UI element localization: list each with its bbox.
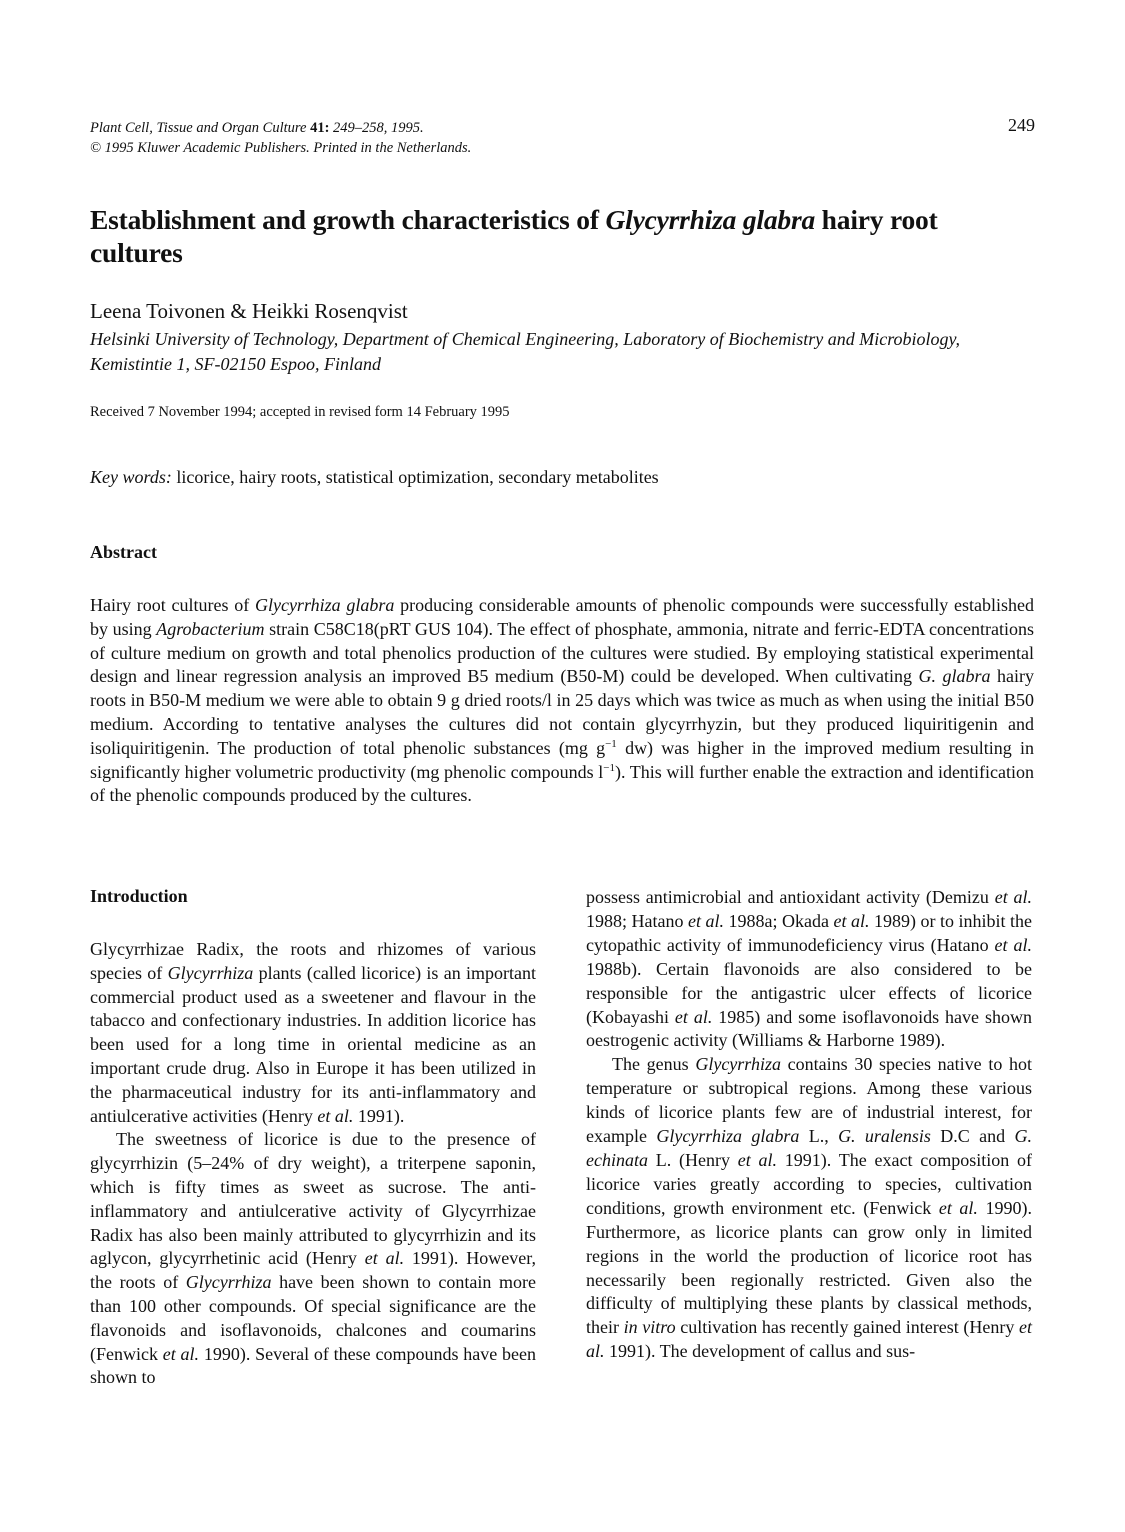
keywords-label: Key words: — [90, 467, 172, 487]
intro-paragraph-2: The sweetness of licorice is due to the presence of glycyrrhizin (5–24% of dry weight), a triterpene saponin, which is fifty times as sweet as sucrose. The anti-inflammatory and antiulcerative activity of Glycyrrhizae Radix has also been mainly attributed to glycyrrhizin and its aglycon, glycyrrhetinic acid (Henry et al. 1991). However, the roots of Glycyrrhiza have been shown to contain more than 100 other compounds. Of special significance are the flavonoids and isoflavonoids, chalcones and coumarins (Fenwick et al. 1990). Several of these compounds have been shown to — [90, 1129, 536, 1388]
copyright-line: © 1995 Kluwer Academic Publishers. Printed in the Netherlands. — [90, 140, 472, 156]
article-title: Establishment and growth characteristics of Glycyrrhiza glabra hairy root cultures — [90, 204, 938, 268]
affiliation: Helsinki University of Technology, Department of Chemical Engineering, Laboratory of Biochemistry and Microbiology, Kemistintie 1, SF-02150 Espoo, Finland — [90, 329, 961, 374]
right-column — [586, 886, 1032, 1364]
intro-paragraph-1: Glycyrrhizae Radix, the roots and rhizomes of various species of Glycyrrhiza plants (called licorice) is an important commercial product used as a sweetener and flavour in the tabacco and confectionary industries. In addition licorice has been used for a long time in oriental medicine as an important crude drug. Also in Europe it has been utilized in the pharmaceutical industry for its anti-inflammatory and antiulcerative activities (Henry et al. 1991). — [90, 939, 536, 1126]
left-column — [90, 886, 536, 1390]
authors: Leena Toivonen & Heikki Rosenqvist — [90, 299, 408, 323]
received-dates: Received 7 November 1994; accepted in revised form 14 February 1995 — [90, 404, 510, 420]
keywords-list: licorice, hairy roots, statistical optimization, secondary metabolites — [176, 467, 659, 487]
abstract-heading: Abstract — [90, 542, 157, 562]
intro-paragraph-4: The genus Glycyrrhiza contains 30 species native to hot temperature or subtropical regions. Among these various kinds of licorice plants few are of industrial interest, for example Glycyrrhiza glabra L., G. uralensis D.C and G. echinata L. (Henry et al. 1991). The exact composition of licorice varies greatly according to species, cultivation conditions, growth environment etc. (Fenwick et al. 1990). Furthermore, as licorice plants can grow only in limited regions in the world the production of licorice root has necessarily been regionally restricted. Given also the difficulty of multiplying these plants by classical methods, their in vitro cultivation has recently gained interest (Henry et al. 1991). The development of callus and sus- — [586, 1054, 1032, 1362]
intro-paragraph-3: possess antimicrobial and antioxidant activity (Demizu et al. 1988; Hatano et al. 1988a; Okada et al. 1989) or to inhibit the cytopathic activity of immunodeficiency virus (Hatano et al. 1988b). Certain flavonoids are also considered to be responsible for the antigastric ulcer effects of licorice (Kobayashi et al. 1985) and some isoflavonoids have shown oestrogenic activity (Williams & Harborne 1989). — [586, 887, 1032, 1051]
title-species: Glycyrrhiza glabra — [605, 204, 815, 235]
introduction-heading: Introduction — [90, 886, 188, 906]
journal-volume: 41: — [310, 120, 330, 136]
journal-citation — [90, 118, 471, 158]
journal-name: Plant Cell, Tissue and Organ Culture — [90, 120, 307, 136]
page-number: 249 — [1008, 115, 1035, 135]
journal-pages: 249–258, 1995. — [333, 120, 424, 136]
keywords — [90, 467, 659, 488]
abstract-text: Hairy root cultures of Glycyrrhiza glabra producing considerable amounts of phenolic compounds were successfully established by using Agrobacterium strain C58C18(pRT GUS 104). The effect of phosphate, ammonia, nitrate and ferric-EDTA concentrations of culture medium on growth and total phenolics production of the cultures were studied. By employing statistical experimental design and linear regression analysis an improved B5 medium (B50-M) could be developed. When cultivating G. glabra hairy roots in B50-M medium we were able to obtain 9 g dried roots/l in 25 days which was twice as much as when using the initial B50 medium. According to tentative analyses the cultures did not contain glycyrrhyzin, but they produced liquiritigenin and isoliquiritigenin. The production of total phenolic substances (mg $g^{-1}$ dw) was higher in the improved medium resulting in significantly higher volumetric productivity (mg phenolic compounds $l^{-1}$). This will further enable the extraction and identification of the phenolic compounds produced by the cultures. — [90, 595, 1035, 806]
journal-line — [90, 118, 471, 138]
